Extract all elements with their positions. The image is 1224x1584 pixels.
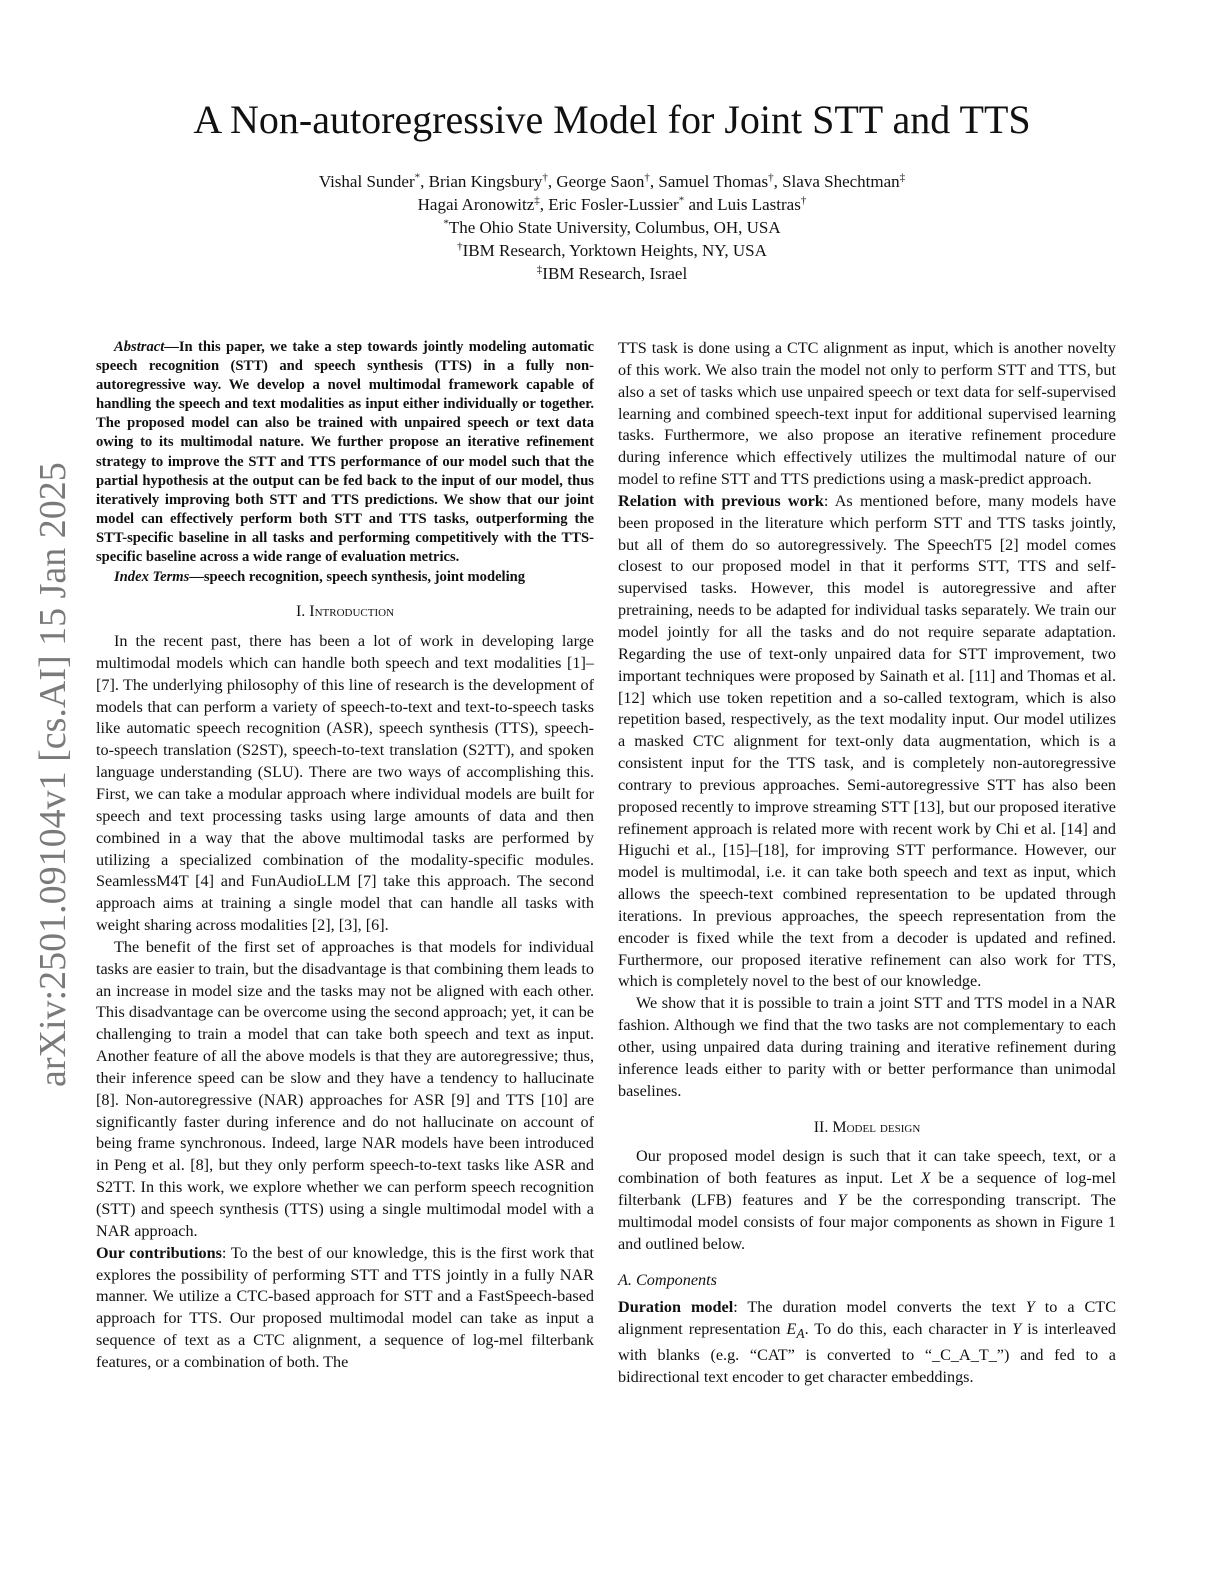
paragraph: The benefit of the first set of approaches is that models for individual tasks are easier to train, but the disadvantage is that combining them leads to an increase in model size and the tasks may not be aligned with each other. This disadvantage can be overcome using the second approach; yet, it can be challenging to train a model that can take both speech and text as input. Another feature of all the above models is that they are autoregressive; thus, their inference speed can be slow and they have a tendency to hallucinate [8]. Non-autoregressive (NAR) approaches for ASR [9] and TTS [10] are significantly faster during inference and do not hallucinate on account of being frame synchronous. Indeed, large NAR models have been introduced in Peng et al. [8], but they only perform speech-to-text tasks like ASR and S2TT. In this work, we explore whether we can perform speech recognition (STT) and speech synthesis (TTS) using a single multimodal model with a NAR approach. [96, 937, 594, 1240]
paragraph-duration [618, 1297, 1116, 1389]
relation-lead: Relation with previous work [618, 491, 824, 510]
contributions-lead: Our contributions [96, 1243, 222, 1262]
text-run: : The duration model converts the text [733, 1298, 1026, 1317]
section-heading-introduction: I. Introduction [295, 603, 395, 621]
paragraph: We show that it is possible to train a joint STT and TTS model in a NAR fashion. Although we find that the two tasks are not complementary to each other, using unpaired data during training and iterative refinement during inference leads either to parity with or better performance than unimodal baselines. [618, 994, 1116, 1100]
affiliation [0, 216, 1224, 239]
author-name: Samuel Thomas [658, 172, 769, 191]
text-run: Our proposed model design is such that it can take speech, text, or a combination of both features as input. Let [618, 1147, 1116, 1188]
math-subscript: A [796, 1326, 805, 1342]
text-run: is interleaved with blanks (e.g. “CAT” is converted to “_C_A_T_”) and fed to a bidirectional text encoder to get character embeddings. [618, 1320, 1117, 1387]
author-mark: ‡ [899, 171, 906, 184]
math-variable: Y [837, 1191, 847, 1210]
author-mark: † [768, 171, 774, 184]
abstract-text: —In this paper, we take a step towards jointly modeling automatic speech recognition (STT) and speech synthesis (TTS) in a fully non-autoregressive way. We develop a novel multimodal framework capable of handling the speech and text modalities as input either individually or together. The proposed model can also be trained with unpaired speech or text data owing to its multimodal nature. We further propose an iterative refinement strategy to improve the STT and TTS performance of our model such that the partial hypothesis at the output can be fed back to the input of our model, thus iteratively improving both STT and TTS predictions. We show that our joint model can effectively perform both STT and TTS tasks, outperforming the STT-specific baseline in all tasks and performing competitively with the TTS-specific baseline across a wide range of evaluation metrics. [96, 339, 594, 566]
index-terms-label: Index Terms [114, 569, 190, 586]
author-name: Eric Fosler-Lussier [548, 195, 679, 214]
math-variable: Y [1012, 1320, 1022, 1339]
affiliation-mark: † [457, 240, 463, 253]
author-mark: ‡ [534, 194, 540, 207]
author-name: Brian Kingsbury [428, 172, 543, 191]
math-variable: Y [1025, 1298, 1035, 1317]
affiliation-mark: ‡ [536, 263, 543, 276]
affiliation [0, 239, 1224, 262]
paragraph-relation [618, 491, 1116, 993]
affiliation [0, 262, 1224, 285]
text-run: be the corresponding transcript. The multimodal model consists of four major components as shown in Figure 1 and outlined below. [618, 1191, 1116, 1253]
author-name: Luis Lastras [717, 195, 801, 214]
author-mark: * [678, 194, 685, 207]
text-run: be a sequence of log-mel filterbank (LFB) features and [618, 1169, 1116, 1210]
paragraph-contributions [96, 1243, 594, 1374]
author-mark: † [800, 194, 807, 207]
left-column [96, 338, 594, 1374]
abstract-label: Abstract [114, 339, 165, 355]
affiliation-text: IBM Research, Israel [542, 264, 688, 283]
author-name: Slava Shechtman [782, 172, 900, 191]
paragraph: In the recent past, there has been a lot of work in developing large multimodal models which can handle both speech and text modalities [1]–[7]. The underlying philosophy of this line of research is the development of models that can perform a variety of speech-to-text and text-to-speech tasks like automatic speech recognition (ASR), speech synthesis (TTS), speech-to-speech translation (S2ST), speech-to-text translation (S2TT), and spoken language understanding (SLU). There are two ways of accomplishing this. First, we can take a modular approach where individual models are built for speech and text processing tasks using large amounts of data and then combined in a way that the above multimodal tasks are performed by utilizing a specialized combination of the modality-specific modules. SeamlessM4T [4] and FunAudioLLM [7] take this approach. The second approach aims at training a single model that can handle all tasks with weight sharing across modalities [2], [3], [6]. [96, 632, 594, 935]
author-mark: † [542, 171, 548, 184]
text-run: . To do this, each character in [804, 1320, 1013, 1339]
author-line-1: Vishal Sunder*, Brian Kingsbury†, George Saon†, Samuel Thomas†, Slava Shechtman‡ [318, 171, 906, 191]
contributions-text: : To the best of our knowledge, this is the first work that explores the possibility of performing STT and TTS jointly in a fully NAR manner. We utilize a CTC-based approach for STT and a FastSpeech-based approach for TTS. Our proposed multimodal model can take as input a sequence of text as a CTC alignment, a sequence of log-mel filterbank features, or a combination of both. The [96, 1243, 594, 1371]
text-run: to a CTC alignment representation [618, 1298, 1116, 1339]
author-block [0, 170, 1224, 285]
math-variable: X [920, 1169, 931, 1188]
author-mark: * [414, 171, 421, 184]
author-name: Hagai Aronowitz [417, 195, 535, 214]
right-column [618, 338, 1116, 1389]
math-variable: E [786, 1320, 797, 1339]
subsection-heading-components: A. Components [618, 1270, 717, 1289]
relation-text: : As mentioned before, many models have been proposed in the literature which perform STT and TTS tasks jointly, but all of them do so autoregressively. The SpeechT5 [2] model comes closest to our proposed model in that it performs STT, TTS and self-supervised tasks. However, this model is autoregressive and after pretraining, needs to be adapted for individual tasks separately. We train our model jointly for all the tasks and do not require separate adaptation. Regarding the use of text-only unpaired data for STT improvement, two important techniques were proposed by Sainath et al. [11] and Thomas et al. [12] which use token repetition and a so-called textogram, which is also repetition based, respectively, as the text modality input. Our model utilizes a masked CTC alignment for text-only data augmentation, which is a consistent input for the TTS task, and is completely non-autoregressive contrary to previous approaches. Semi-autoregressive STT has also been proposed recently to improve streaming STT [13], but our proposed iterative refinement approach is related more with recent work by Chi et al. [14] and Higuchi et al., [15]–[18], for improving STT performance. However, our model is multimodal, i.e. it can take both speech and text as input, which allows the speech-text combined representation to be updated through iterations. In previous approaches, the speech representation from the encoder is fixed while the text from a decoder is updated and refined. Furthermore, our proposed iterative refinement can also work for TTS, which is completely novel to the best of our knowledge. [618, 491, 1117, 991]
duration-lead: Duration model [618, 1298, 734, 1317]
affiliation-text: IBM Research, Yorktown Heights, NY, USA [462, 241, 767, 260]
affiliation-mark: * [443, 217, 449, 230]
abstract [96, 338, 594, 567]
index-terms-text: —speech recognition, speech synthesis, joint modeling [189, 569, 526, 586]
author-name: Vishal Sunder [318, 172, 415, 191]
index-terms [96, 568, 594, 587]
affiliation-text: The Ohio State University, Columbus, OH, USA [448, 218, 781, 237]
paper-title: A Non-autoregressive Model for Joint STT and TTS [193, 97, 1031, 142]
author-line-2: Hagai Aronowitz‡, Eric Fosler-Lussier* and Luis Lastras† [417, 194, 807, 214]
author-name: George Saon [556, 172, 645, 191]
arxiv-identifier: arXiv:2501.09104v1 [cs.AI] 15 Jan 2025 [32, 462, 74, 1088]
paragraph-design [618, 1146, 1116, 1255]
author-mark: † [644, 171, 650, 184]
paragraph: TTS task is done using a CTC alignment as input, which is another novelty of this work. We also train the model not only to perform STT and TTS, but also a set of tasks which use unpaired speech or text data for self-supervised learning and combined speech-text input for additional supervised learning tasks. Furthermore, we also propose an iterative refinement procedure during inference which effectively utilizes the multimodal nature of our model to refine STT and TTS predictions using a mask-predict approach. [618, 339, 1116, 489]
section-heading-model-design: II. Model design [813, 1118, 921, 1136]
